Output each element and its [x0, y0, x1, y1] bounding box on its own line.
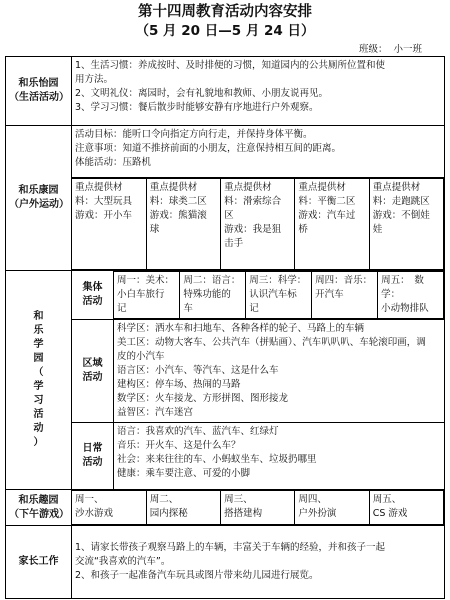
cell-line: 游戏：开小车: [75, 210, 133, 221]
daily-line: 社会：来来往往的车、小蚂蚁坐车、垃圾扔哪里: [117, 454, 317, 465]
cell-line: 重点提供材: [298, 182, 346, 193]
play-day-cell: [72, 491, 146, 525]
cell-line: 重点提供材: [372, 182, 421, 193]
area-line: 建构区：停车场、热闹的马路: [117, 379, 241, 390]
parents-line: 1、请家长带孩子观察马路上的车辆，丰富关于车辆的经验，并和孩子一起: [75, 542, 386, 553]
area-activity-content: [114, 320, 445, 423]
daily-line: 健康：乘车要注意、可爱的小脚: [117, 468, 251, 479]
group-day-cell: [180, 272, 246, 319]
cell-line: 游戏：熊猫滚: [149, 210, 207, 221]
learning-char: （: [33, 367, 44, 378]
class-name: 小一班: [393, 44, 422, 55]
outdoor-line: 注意事项：知道不推挤前面的小朋友，注意保持相互间的距离。: [75, 143, 342, 154]
outdoor-materials-row: [6, 178, 445, 271]
class-info: [345, 44, 422, 56]
cell-line: 小白车旅行: [117, 289, 165, 300]
learning-char: 园: [33, 353, 44, 364]
area-line: 皮的小汽车: [117, 351, 165, 362]
date-range: （5 月 20 日—5 月 24 日）: [135, 23, 315, 39]
play-day-cell: [221, 491, 295, 525]
group-day-cell: [312, 272, 378, 319]
outdoor-day-cell: [369, 179, 443, 270]
life-row: [6, 57, 445, 126]
learning-char: 乐: [33, 325, 44, 336]
label-line: 活动: [82, 372, 103, 383]
play-name: 和乐趣园: [18, 494, 59, 506]
outdoor-day-cell: [72, 179, 146, 270]
cell-line: 周一：美术：: [117, 275, 175, 286]
daily-line: 音乐：开火车、这是什么车？: [117, 440, 241, 451]
cell-line: 周五： 数学：: [381, 275, 424, 300]
outdoor-subname: （户外运动）: [9, 199, 69, 210]
cell-line: 球: [149, 224, 160, 235]
cell-line: 周四、: [298, 494, 327, 505]
parents-section-label: 家长工作: [6, 526, 72, 599]
cell-line: 料：走跑跳区: [372, 196, 430, 207]
cell-line: 区: [224, 210, 234, 221]
cell-line: 周三：科学：: [249, 275, 307, 286]
cell-line: 小动物排队: [381, 303, 429, 314]
learning-char: 活: [33, 409, 44, 420]
area-line: 美工区：动物大客车、公共汽车（拼贴画）、汽车叭叭叭、车轮滚印画，调: [117, 337, 426, 348]
outdoor-materials: [72, 178, 445, 271]
play-days: [72, 490, 445, 526]
outdoor-name: 和乐康园: [18, 185, 59, 196]
cell-line: 特殊功能的: [183, 289, 231, 300]
group-activity-days: [114, 271, 445, 320]
cell-line: CS 游戏: [372, 508, 408, 519]
parents-content: [72, 526, 445, 599]
group-day-cell: [246, 272, 312, 319]
cell-line: 认识汽车标: [249, 289, 297, 300]
play-subname: （下午游戏）: [9, 508, 69, 520]
outdoor-day-cell: [295, 179, 369, 270]
area-activity-label: [72, 320, 114, 423]
cell-line: 重点提供材: [75, 182, 123, 193]
life-line: 3、学习习惯：餐后散步时能够安静有序地进行户外观察。: [75, 102, 319, 113]
cell-line: 园内探秘: [149, 508, 188, 519]
cell-line: 游戏：我是狙: [224, 224, 282, 235]
cell-line: 周二：语言：: [183, 275, 241, 286]
outdoor-row: [6, 126, 445, 178]
cell-line: 搭搭建构: [224, 508, 263, 519]
label-line: 活动: [82, 296, 103, 307]
outdoor-line: 体能活动：压路机: [75, 157, 152, 168]
play-day-cell: [295, 491, 369, 525]
cell-line: 记: [249, 303, 259, 314]
daily-activity-row: [6, 423, 445, 490]
area-line: 语言区：小汽车、等汽车、这是什么车: [117, 365, 279, 376]
cell-line: 周二、: [149, 494, 179, 505]
label-line: 活动: [82, 457, 103, 468]
label-line: 日常: [82, 443, 103, 454]
cell-line: 沙水游戏: [75, 508, 114, 519]
daily-line: 语言：我喜欢的汽车、蓝汽车、红绿灯: [117, 426, 279, 437]
outdoor-day-cell: [221, 179, 295, 270]
cell-line: 桥: [298, 224, 308, 235]
cell-line: 开汽车: [315, 289, 344, 300]
cell-line: 车: [183, 303, 193, 314]
cell-line: 游戏：不倒娃: [372, 210, 430, 221]
group-activity-label: [72, 271, 114, 320]
play-row: [6, 490, 445, 526]
area-line: 科学区：洒水车和扫地车、各种各样的轮子、马路上的车辆: [117, 323, 365, 334]
outdoor-section-label: [6, 126, 72, 271]
cell-line: 击手: [224, 238, 244, 249]
play-day-cell: [369, 491, 443, 525]
parents-line: 交流“我喜欢的汽车”。: [75, 556, 171, 567]
learning-char: 动: [33, 423, 44, 434]
cell-line: 娃: [372, 224, 383, 235]
outdoor-line: 活动目标：能听口令向指定方向行走，并保持身体平衡。: [75, 129, 313, 140]
page-title: 第十四周教育活动内容安排: [138, 4, 312, 20]
group-day-cell: [378, 272, 444, 319]
class-label: 班级：: [358, 44, 388, 55]
cell-line: 料：大型玩具: [75, 196, 133, 207]
outdoor-day-cell: [146, 179, 220, 270]
area-line: 益智区：汽车迷宫: [117, 407, 194, 418]
cell-line: 周四：音乐：: [315, 275, 373, 286]
cell-line: 记: [117, 303, 127, 314]
play-section-label: [6, 490, 72, 526]
area-activity-row: [6, 320, 445, 423]
life-line: 1、生活习惯：养成按时、及时排便的习惯，知道园内的公共厕所位置和使: [75, 60, 386, 71]
cell-line: 周五、: [372, 494, 402, 505]
outdoor-goals: [72, 126, 445, 178]
cell-line: 料：平衡二区: [298, 196, 356, 207]
life-line: 2、文明礼仪：离园时，会有礼貌地和教师、小朋友说再见。: [75, 88, 329, 99]
life-subname: （生活活动）: [9, 92, 69, 103]
life-name: 和乐怡园: [18, 78, 59, 89]
cell-line: 料：滑索综合: [224, 196, 282, 207]
learning-char: ）: [33, 437, 44, 448]
area-line: 数学区：火车接龙、方形拼图、图形接龙: [117, 393, 289, 404]
label-line: 区域: [82, 358, 103, 369]
parents-row: [6, 526, 445, 599]
group-activity-row: [6, 271, 445, 320]
learning-char: 和: [33, 311, 44, 322]
daily-activity-content: [114, 423, 445, 490]
life-section-label: [6, 57, 72, 126]
cell-line: 重点提供材: [224, 182, 272, 193]
parents-line: 2、和孩子一起准备汽车玩具或图片带来幼儿园进行展览。: [75, 570, 319, 581]
learning-char: 学: [33, 339, 44, 350]
label-line: 集体: [82, 282, 103, 293]
learning-char: 学: [33, 381, 44, 392]
cell-line: 户外扮演: [298, 508, 337, 519]
life-line: 用方法。: [75, 74, 114, 85]
group-day-cell: [114, 272, 180, 319]
daily-activity-label: [72, 423, 114, 490]
cell-line: 周一、: [75, 494, 104, 505]
cell-line: 料：球类二区: [149, 196, 207, 207]
learning-section-label: [6, 271, 72, 490]
learning-char: 习: [33, 395, 44, 406]
cell-line: 重点提供材: [149, 182, 198, 193]
cell-line: 周三、: [224, 494, 253, 505]
play-day-cell: [146, 491, 220, 525]
life-content: [72, 57, 445, 126]
schedule-table: [5, 56, 445, 599]
cell-line: 游戏：汽车过: [298, 210, 356, 221]
